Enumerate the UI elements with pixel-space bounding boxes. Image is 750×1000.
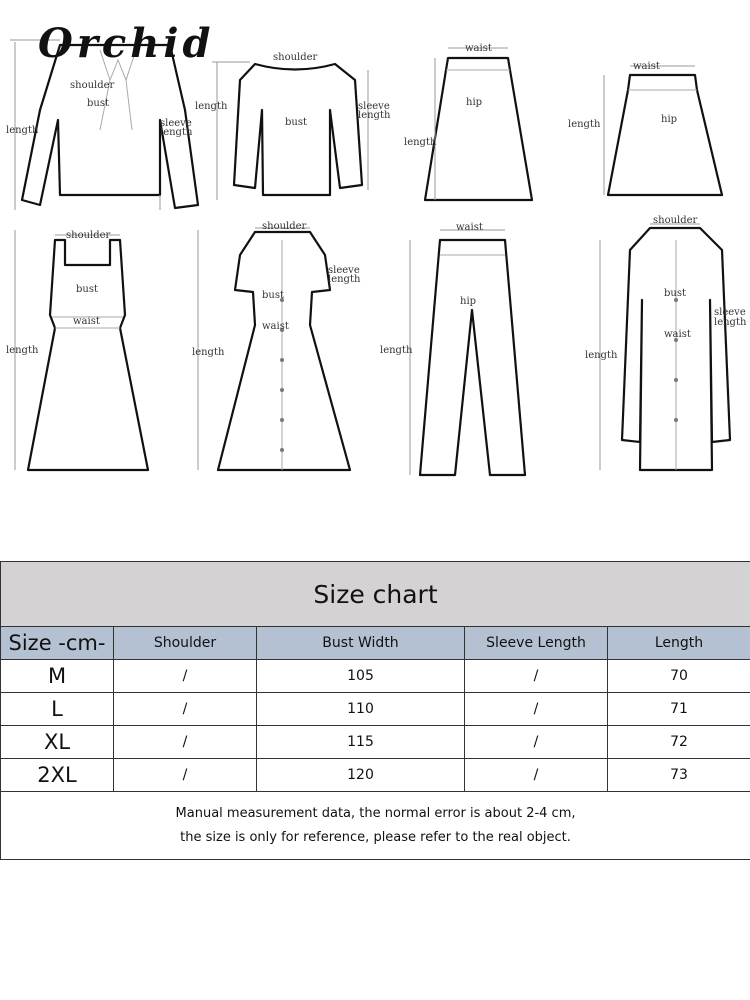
label-shoulder: shoulder — [273, 52, 318, 63]
label-shoulder: shoulder — [66, 230, 111, 241]
coat-figure — [585, 215, 747, 470]
label-waist: waist — [73, 316, 100, 327]
label-length: length — [6, 125, 39, 136]
sleeve-cell: / — [465, 726, 608, 759]
header-length: Length — [608, 627, 750, 660]
label-waist: waist — [262, 321, 289, 332]
size-cell: L — [1, 693, 114, 726]
label-bust: bust — [76, 284, 98, 295]
sleeve-cell: / — [465, 693, 608, 726]
mini-skirt-figure — [568, 61, 722, 195]
label-sleeve: sleeve — [328, 265, 360, 276]
label-length: length — [380, 345, 413, 356]
bust-cell: 105 — [257, 660, 465, 693]
label-sleeve-length: length — [358, 110, 391, 121]
length-cell: 73 — [608, 759, 750, 792]
size-chart-title: Size chart — [1, 562, 750, 627]
table-row — [1, 660, 750, 693]
label-sleeve: sleeve — [358, 101, 390, 112]
label-bust: bust — [262, 290, 284, 301]
label-waist: waist — [664, 329, 691, 340]
label-sleeve-length: length — [160, 127, 193, 138]
label-waist: waist — [465, 43, 492, 54]
label-shoulder: shoulder — [70, 80, 115, 91]
sweater-figure — [195, 52, 391, 200]
label-sleeve: sleeve — [160, 118, 192, 129]
shirt-dress-figure — [192, 221, 361, 470]
label-length: length — [195, 101, 228, 112]
label-waist: waist — [633, 61, 660, 72]
bust-cell: 115 — [257, 726, 465, 759]
size-cell: 2XL — [1, 759, 114, 792]
a-line-skirt-figure — [404, 43, 532, 200]
header-size: Size -cm- — [1, 627, 114, 660]
label-hip: hip — [661, 114, 678, 125]
label-length: length — [585, 350, 618, 361]
bust-cell: 110 — [257, 693, 465, 726]
label-waist: waist — [456, 222, 483, 233]
note-line-2: the size is only for reference, please refer to the real object. — [180, 829, 571, 845]
size-chart-table — [0, 561, 750, 860]
shoulder-cell: / — [114, 660, 257, 693]
label-length: length — [6, 345, 39, 356]
label-bust: bust — [664, 288, 686, 299]
bust-cell: 120 — [257, 759, 465, 792]
header-bust-width: Bust Width — [257, 627, 465, 660]
label-shoulder: shoulder — [262, 221, 307, 232]
label-sleeve-length: length — [714, 317, 747, 328]
label-bust: bust — [285, 117, 307, 128]
sleeve-cell: / — [465, 759, 608, 792]
length-cell: 72 — [608, 726, 750, 759]
sleeveless-dress-figure — [6, 230, 148, 470]
table-row — [1, 759, 750, 792]
label-sleeve: sleeve — [714, 307, 746, 318]
label-length: length — [568, 119, 601, 130]
header-sleeve-length: Sleeve Length — [465, 627, 608, 660]
sleeve-cell: / — [465, 660, 608, 693]
label-length: length — [192, 347, 225, 358]
label-hip: hip — [466, 97, 483, 108]
header-shoulder: Shoulder — [114, 627, 257, 660]
shoulder-cell: / — [114, 726, 257, 759]
table-row — [1, 726, 750, 759]
brand-logo: Orchid — [38, 20, 215, 67]
label-length: length — [404, 137, 437, 148]
note-line-1: Manual measurement data, the normal error is about 2-4 cm, — [175, 805, 576, 821]
size-cell: XL — [1, 726, 114, 759]
length-cell: 71 — [608, 693, 750, 726]
pants-figure — [380, 222, 525, 475]
size-cell: M — [1, 660, 114, 693]
shoulder-cell: / — [114, 759, 257, 792]
label-hip: hip — [460, 296, 477, 307]
shoulder-cell: / — [114, 693, 257, 726]
label-bust: bust — [87, 98, 109, 109]
label-sleeve-length: length — [328, 274, 361, 285]
label-shoulder: shoulder — [653, 215, 698, 226]
table-row — [1, 693, 750, 726]
measurement-note — [1, 792, 750, 860]
length-cell: 70 — [608, 660, 750, 693]
